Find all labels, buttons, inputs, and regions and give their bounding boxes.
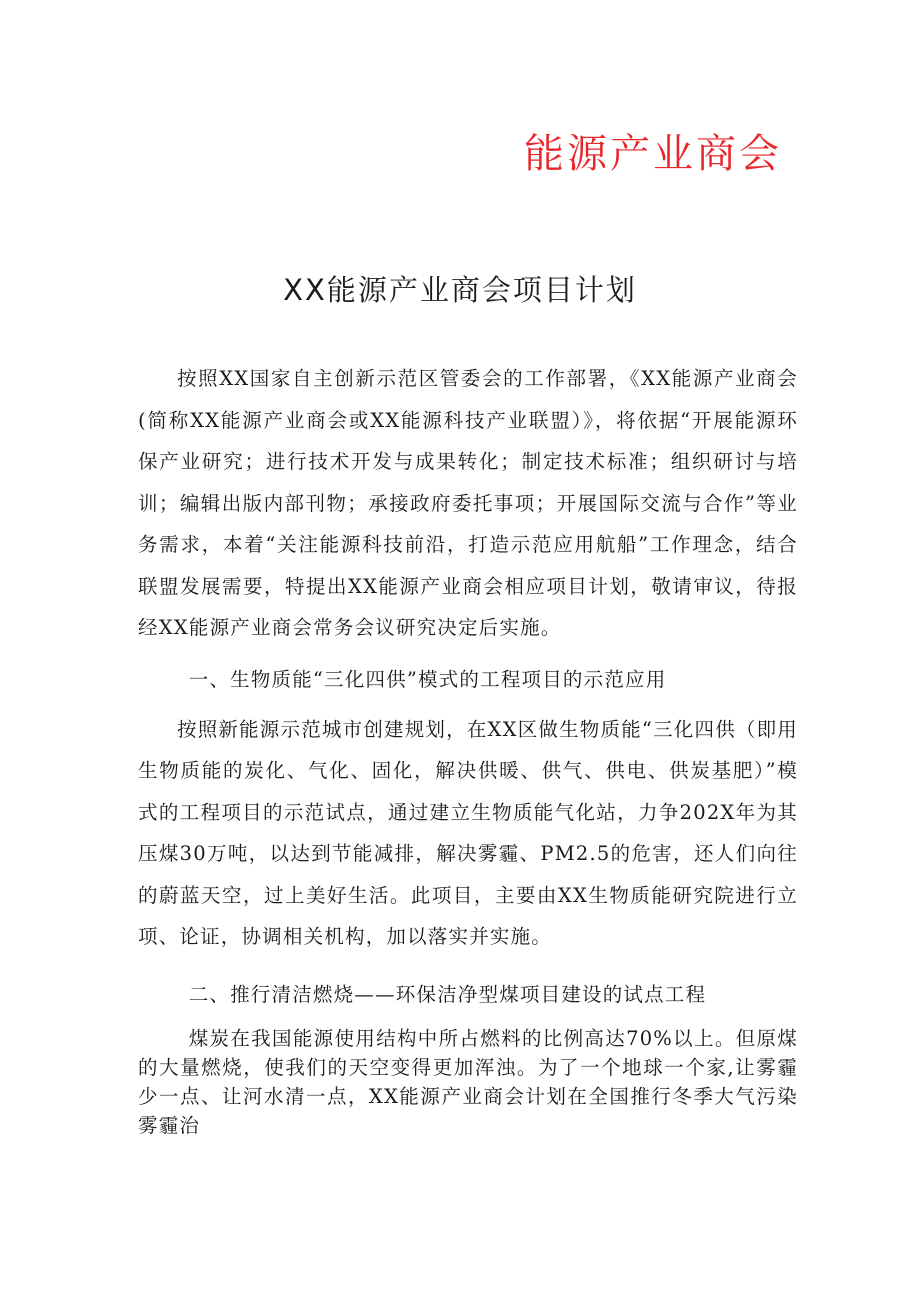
section-2-paragraph: 煤炭在我国能源使用结构中所占燃料的比例高达70%以上。但原煤的大量燃烧，使我们的天空变得更加浑浊。为了一个地球一个家,让雾霾少一点、让河水清一点，XX能源产业商会计划在全国推行冬季大气污染雾霾治: [138, 1026, 798, 1137]
letterhead-title: 能源产业商会: [524, 131, 782, 177]
document-body: [138, 358, 798, 1140]
section-1-heading: 一、生物质能“三化四供”模式的工程项目的示范应用: [188, 667, 667, 691]
section-2-heading: 二、推行清洁燃烧——环保洁净型煤项目建设的试点工程: [188, 982, 707, 1006]
section-1-paragraph: 按照新能源示范城市创建规划，在XX区做生物质能“三化四供（即用生物质能的炭化、气化、固化，解决供暖、供气、供电、供炭基肥）”模式的工程项目的示范试点，通过建立生物质能气化站，力争202X年为其压煤30万吨，以达到节能减排，解决雾霾、PM2.5的危害，还人们向往的蔚蓝天空，过上美好生活。此项目，主要由XX生物质能研究院进行立项、论证，协调相关机构，加以落实并实施。: [138, 717, 798, 948]
intro-paragraph: 按照XX国家自主创新示范区管委会的工作部署，《XX能源产业商会(简称XX能源产业商会或XX能源科技产业联盟）》，将依据“开展能源环保产业研究；进行技术开发与成果转化；制定技术标准；组织研讨与培训；编辑出版内部刊物；承接政府委托事项；开展国际交流与合作”等业务需求，本着“关注能源科技前沿，打造示范应用航船”工作理念，结合联盟发展需要，特提出XX能源产业商会相应项目计划，敬请审议，待报经XX能源产业商会常务会议研究决定后实施。: [138, 367, 798, 639]
document-title: XX能源产业商会项目计划: [283, 273, 637, 307]
